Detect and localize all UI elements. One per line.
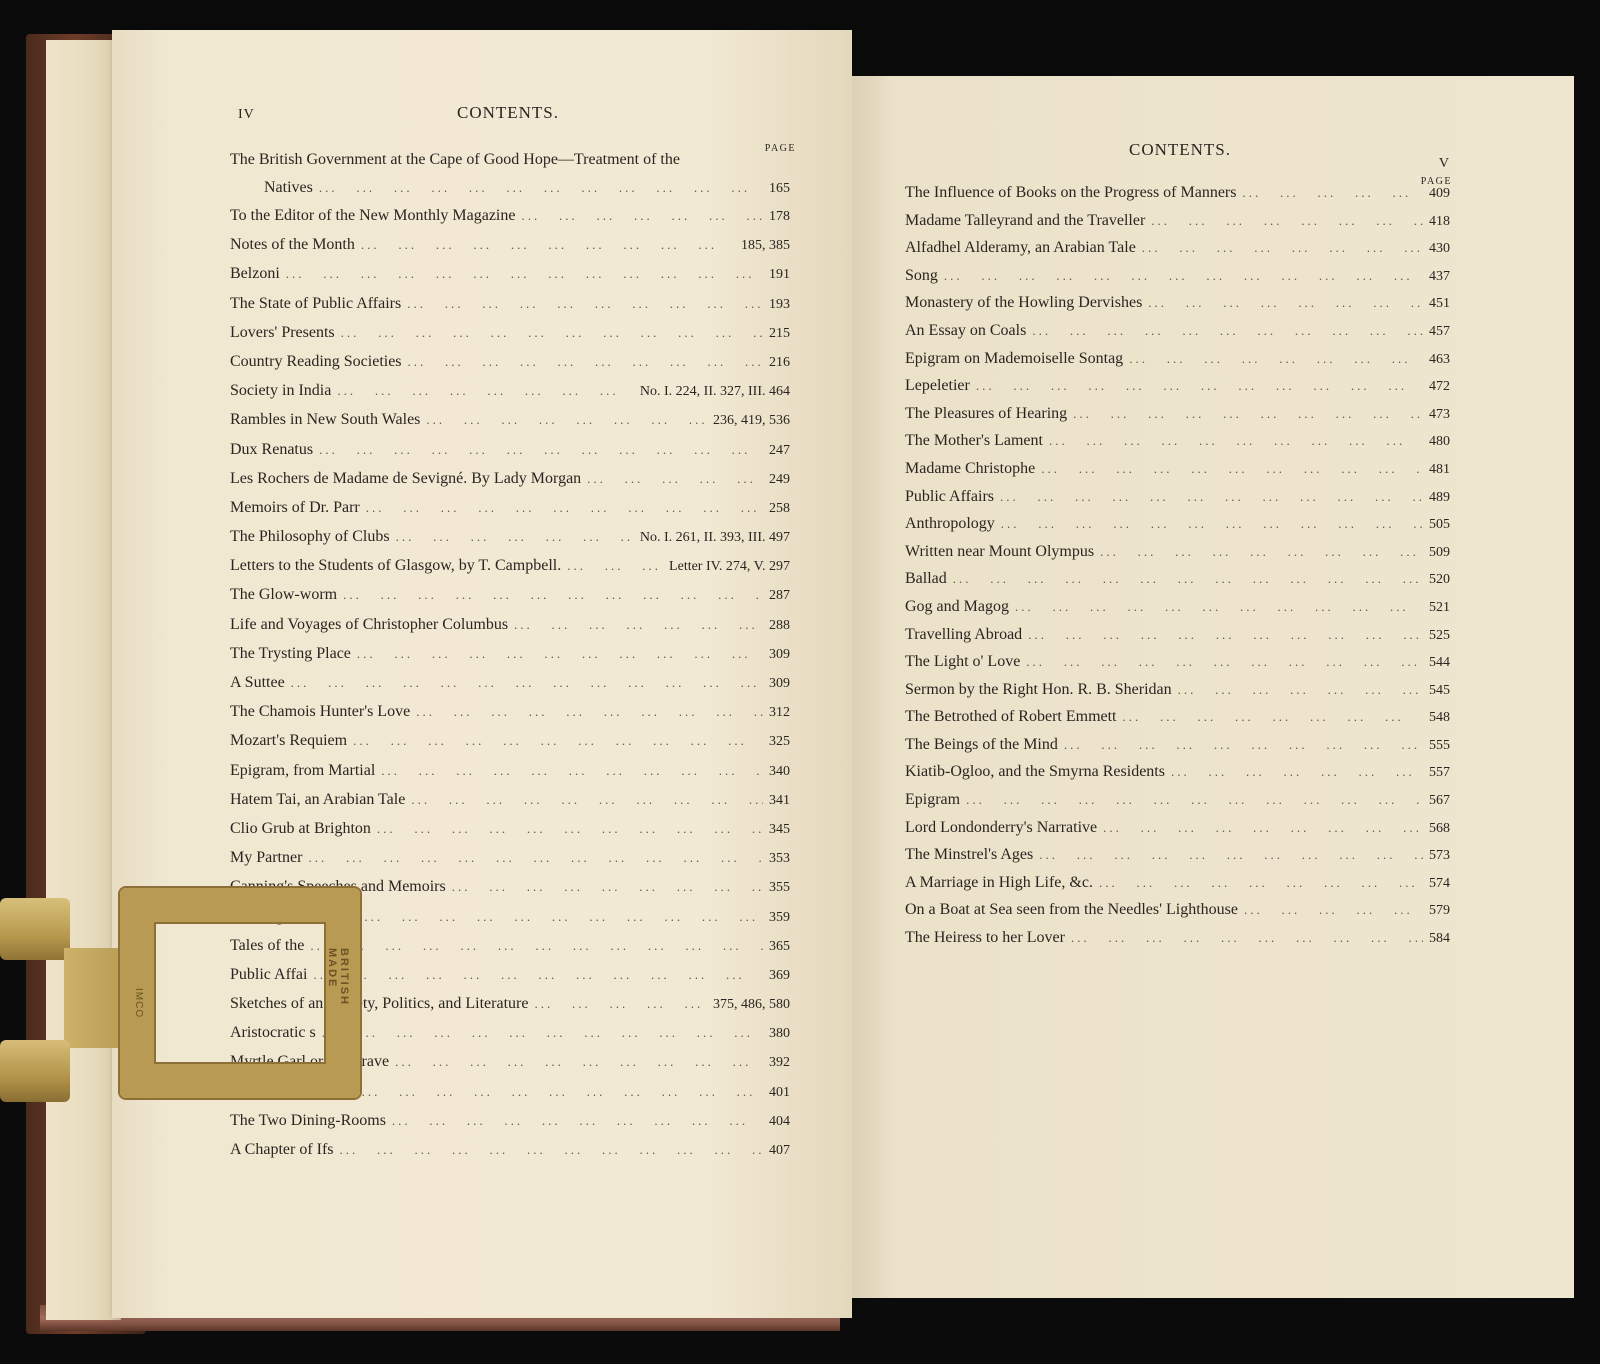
entry-page: 353 [769,851,790,867]
entry-page: 392 [769,1055,790,1071]
entry-title: The State of Public Affairs [230,294,402,312]
contents-entry [230,1111,790,1140]
leader-dots [313,965,763,985]
entry-title: Sketches of an Society, Politics, and Literature [230,995,529,1013]
leader-dots [322,1023,763,1043]
contents-entry [905,597,1450,625]
leader-dots [361,235,735,255]
entry-title-continued: Natives [264,179,313,196]
leader-dots [426,410,707,430]
entry-title: Hatem Tai, an Arabian Tale [230,790,406,808]
entry-title: Myrtle Garl or the Brave [230,1053,390,1071]
entry-page: 375, 486, 580 [713,997,790,1013]
contents-entry [230,644,790,673]
entry-page: 574 [1429,875,1450,891]
leader-dots [1242,183,1423,203]
contents-entry [905,790,1450,818]
entry-title: Mozart's Requiem [230,732,348,750]
entry-title: Country Reading Societies [230,352,402,370]
entry-title: Life and Voyages of Christopher Columbus [230,615,509,633]
contents-entry [230,410,790,439]
contents-entry [905,707,1450,735]
right-contents-list [905,183,1450,956]
entry-title: A Chapter of Ifs [230,1141,334,1158]
leader-dots [1129,349,1423,369]
entry-title: Reading [230,907,284,925]
leader-dots [534,994,707,1014]
contents-entry [230,761,790,790]
entry-page: 191 [769,267,790,283]
leader-dots [343,585,763,605]
right-page-title: CONTENTS. [1128,140,1232,159]
contents-entry [905,349,1450,377]
leader-dots [392,1111,763,1131]
entry-page: 309 [769,646,790,662]
entry-title: Epigram, from Martial [230,761,376,779]
contents-entry [230,819,790,848]
contents-entry [230,498,790,527]
entry-page: 521 [1429,599,1450,615]
entry-title: The Beings of the Mind [905,735,1058,753]
leader-dots [521,206,763,226]
entry-title: Monastery of the Howling Dervishes [905,294,1143,312]
entry-title: The Philosophy of Clubs [230,528,390,546]
contents-entry [905,404,1450,432]
contents-entry [905,431,1450,459]
entry-title: Tales of the [230,936,305,954]
entry-title: A Marriage in High Life, &c. [905,873,1093,891]
entry-page: 555 [1429,737,1450,753]
entry-title: To the Editor of the New Monthly Magazine [230,207,516,224]
entry-title: Public Affairs [905,487,995,505]
contents-entry [230,150,790,206]
entry-page: No. I. 224, II. 327, III. 464 [639,384,790,400]
leader-dots [416,702,763,722]
entry-title: Public Affai [230,965,308,983]
contents-entry [905,873,1450,901]
leader-dots [319,178,763,198]
entry-title: Dux Renatus [230,440,314,458]
contents-entry [230,556,790,585]
entry-page: 548 [1429,710,1450,726]
entry-title: Madame Christophe [905,459,1036,477]
leader-dots [944,266,1423,286]
leader-dots [1142,238,1423,258]
contents-entry [230,469,790,498]
contents-entry [905,928,1450,956]
entry-title: Les Rochers de Madame de Sevigné. By Lady Morgan [230,469,582,487]
leader-dots [1049,431,1423,451]
entry-title: Ballad [905,570,947,588]
contents-entry [230,352,790,381]
contents-entry [230,206,790,235]
contents-entry [230,848,790,877]
leader-dots [452,877,763,897]
clip-mark: IMCO [133,988,144,1019]
leader-dots [353,731,763,751]
leader-dots [1073,404,1423,424]
entry-title: The Trysting Place [230,644,351,662]
entry-title: Lovers' Presents [230,323,335,341]
entry-page: 472 [1429,379,1450,395]
contents-entry [230,235,790,264]
leader-dots [1244,900,1423,920]
leader-dots [319,440,763,460]
leader-dots [310,936,763,956]
entry-page: 544 [1429,655,1450,671]
contents-entry [230,264,790,293]
entry-page: 567 [1429,793,1450,809]
leader-dots [337,381,634,401]
contents-entry [230,731,790,760]
leader-dots [286,264,763,284]
entry-page: 369 [769,967,790,983]
contents-entry [905,569,1450,597]
entry-title: The Mother's Lament [905,432,1043,450]
entry-page: 520 [1429,572,1450,588]
entry-title: Written near Mount Olympus [905,542,1095,560]
entry-page: 165 [769,181,790,196]
entry-title: Anthropology [905,515,995,533]
entry-page: 236, 419, 536 [713,413,790,429]
entry-title: Kiatib-Ogloo, and the Smyrna Residents [905,763,1165,781]
leader-dots [1000,487,1423,507]
entry-page: 473 [1429,406,1450,422]
entry-page: 480 [1429,434,1450,450]
contents-entry [905,211,1450,239]
entry-title: The Minstrel's Ages [905,846,1034,864]
leader-dots [396,527,634,547]
contents-entry [230,790,790,819]
entry-page: 489 [1429,489,1450,505]
entry-page: 247 [769,442,790,458]
right-page-number: V [1438,156,1450,171]
contents-entry [905,625,1450,653]
leader-dots [1123,707,1424,727]
entry-title: Epigram on Mademoiselle Sontag [905,349,1124,367]
contents-entry [230,527,790,556]
entry-page: 341 [769,792,790,808]
leader-dots [953,569,1423,589]
entry-page: 557 [1429,765,1450,781]
entry-title: Travelling Abroad [905,625,1023,643]
entry-title: Alfadhel Alderamy, an Arabian Tale [905,239,1136,257]
entry-page: 215 [769,325,790,341]
contents-entry [905,900,1450,928]
entry-title: The Light o' Love [905,653,1021,671]
left-page-title: CONTENTS. [456,103,560,122]
leader-dots [1103,818,1423,838]
entry-title: The Influence of Books on the Progress of Manners [905,184,1237,201]
contents-entry [905,266,1450,294]
entry-page: 545 [1429,682,1450,698]
clip-stamp: BRITISH MADE [326,948,350,1006]
entry-page: 258 [769,500,790,516]
entry-page: 509 [1429,544,1450,560]
contents-entry [905,376,1450,404]
entry-page: No. I. 261, II. 393, III. 497 [639,530,790,546]
contents-entry [905,845,1450,873]
right-page-label: PAGE [1420,176,1452,187]
contents-entry [230,440,790,469]
leader-dots [381,761,763,781]
contents-entry [230,615,790,644]
entry-title: Lepeletier [905,377,970,395]
entry-page: Letter IV. 274, V. 297 [669,559,790,575]
leader-dots [1071,928,1423,948]
contents-entry [230,323,790,352]
leader-dots [1099,873,1423,893]
leader-dots [1178,680,1423,700]
leader-dots [1032,321,1423,341]
entry-title: Gog and Magog [905,597,1009,615]
entry-page: 359 [769,909,790,925]
entry-title: On a Boat at Sea seen from the Needles' Lighthouse [905,901,1239,919]
entry-title: My Partner [230,849,303,867]
contents-entry [905,183,1450,211]
left-page-number: IV [238,107,255,122]
entry-page: 418 [1429,213,1450,229]
entry-page: 457 [1429,323,1450,339]
entry-page: 340 [769,763,790,779]
entry-page: 407 [769,1143,790,1158]
entry-title: The British Government at the Cape of Good Hope—Treatment of the [230,151,680,168]
leader-dots [587,469,763,489]
contents-entry [230,294,790,323]
leader-dots [411,790,763,810]
contents-entry [905,321,1450,349]
leader-dots [340,1140,763,1160]
entry-title: The Betrothed of Robert Emmett [905,708,1117,726]
leader-dots [1039,845,1423,865]
entry-page: 309 [769,676,790,691]
contents-entry [905,542,1450,570]
leader-dots [291,673,763,693]
entry-page: 409 [1429,186,1450,201]
contents-entry [905,652,1450,680]
leader-dots [1151,211,1423,231]
entry-page: 249 [769,471,790,487]
entry-page: 579 [1429,903,1450,919]
entry-title: Society in India [230,382,332,400]
entry-page: 312 [769,705,790,721]
leader-dots [1015,597,1423,617]
leader-dots [514,615,763,635]
entry-title: Song [905,266,938,284]
entry-page: 216 [769,354,790,370]
left-page-header [238,103,796,154]
leader-dots [1064,735,1423,755]
leader-dots [1041,459,1423,479]
entry-title: Madame Talleyrand and the Traveller [905,211,1146,229]
entry-title: The Chamois Hunter's Love [230,703,411,721]
page-holder-clip [0,888,365,1104]
entry-title: An Essay on Coals [905,321,1027,339]
leader-dots [366,498,763,518]
entry-page: 287 [769,588,790,604]
entry-page: 404 [769,1113,790,1129]
entry-title: Aristocratic s [230,1024,316,1042]
entry-page: 365 [769,938,790,954]
leader-dots [1028,625,1423,645]
entry-page: 525 [1429,627,1450,643]
entry-title: Rambles in New South Wales [230,411,421,429]
clip-hinge-bottom [0,1040,70,1102]
leader-dots [341,323,763,343]
leader-dots [1001,514,1423,534]
entry-page: 355 [769,880,790,896]
leader-dots [377,819,763,839]
entry-page: 288 [769,617,790,633]
contents-entry [905,514,1450,542]
entry-page: 463 [1429,351,1450,367]
leader-dots [966,790,1423,810]
entry-title: The Glow-worm [230,586,338,604]
entry-page: 568 [1429,820,1450,836]
entry-page: 193 [769,296,790,312]
leader-dots [408,352,763,372]
contents-entry [905,762,1450,790]
leader-dots [1171,762,1423,782]
entry-page: 430 [1429,241,1450,257]
entry-page: 380 [769,1026,790,1042]
entry-title: visatore [230,1082,281,1100]
entry-page: 401 [769,1084,790,1100]
right-page-header [910,140,1452,187]
entry-page: 345 [769,821,790,837]
entry-title: A Suttee [230,674,285,691]
entry-page: 573 [1429,848,1450,864]
entry-title: Lord Londonderry's Narrative [905,818,1098,836]
entry-page: 437 [1429,268,1450,284]
contents-entry [905,735,1450,763]
entry-page: 481 [1429,461,1450,477]
entry-title: Notes of the Month [230,236,355,254]
clip-hinge-top [0,898,70,960]
contents-entry [905,487,1450,515]
leader-dots [567,556,663,576]
entry-page: 325 [769,734,790,750]
entry-page: 185, 385 [741,238,790,254]
entry-title: Belzoni [230,265,280,283]
contents-entry [905,459,1450,487]
entry-page: 451 [1429,296,1450,312]
entry-page: 505 [1429,517,1450,533]
contents-entry [230,702,790,731]
contents-entry [230,585,790,614]
contents-entry [905,818,1450,846]
page-stack [46,40,121,1320]
entry-title: Epigram [905,791,961,809]
entry-title: Canning's Speeches and Memoirs [230,878,446,896]
entry-title: Clio Grub at Brighton [230,819,371,837]
entry-title: Sermon by the Right Hon. R. B. Sheridan [905,680,1172,698]
entry-title: The Pleasures of Hearing [905,404,1068,422]
contents-entry [905,680,1450,708]
contents-entry [230,673,790,702]
leader-dots [407,294,763,314]
leader-dots [1026,652,1423,672]
entry-title: Memoirs of Dr. Parr [230,498,360,516]
contents-entry [230,381,790,410]
leader-dots [308,848,763,868]
entry-title: Letters to the Students of Glasgow, by T. Campbell. [230,557,562,575]
contents-entry [230,1140,790,1169]
entry-title: The Heiress to her Lover [905,929,1065,947]
entry-page: 178 [769,209,790,224]
contents-entry [905,293,1450,321]
entry-page: 584 [1429,931,1450,947]
leader-dots [1148,293,1423,313]
leader-dots [357,644,763,664]
leader-dots [976,376,1423,396]
leader-dots [395,1052,763,1072]
contents-entry [905,238,1450,266]
entry-title: The Two Dining-Rooms [230,1111,386,1129]
left-page-label: PAGE [764,143,796,154]
leader-dots [1100,542,1423,562]
